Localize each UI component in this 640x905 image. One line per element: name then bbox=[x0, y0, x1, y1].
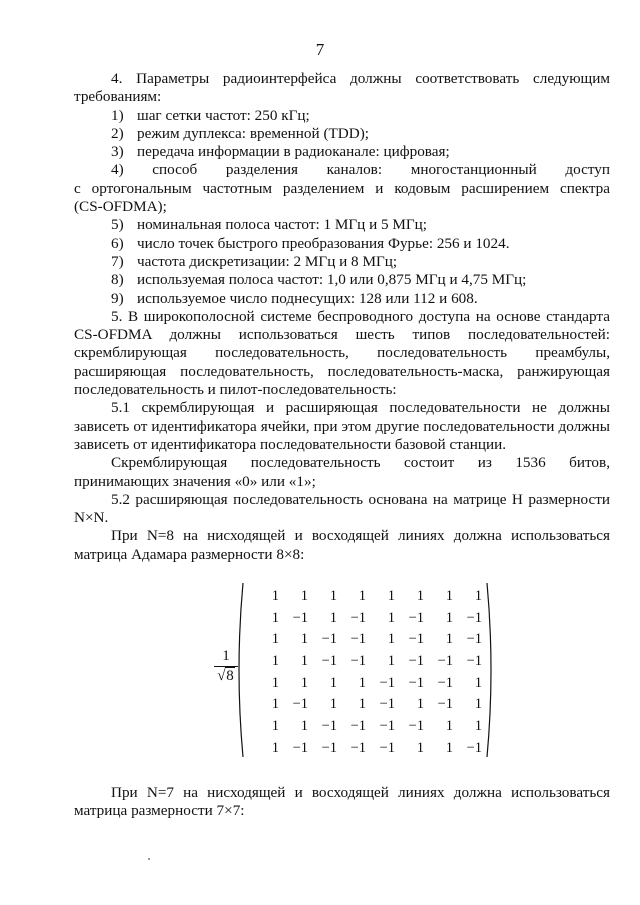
matrix-cell: 1 bbox=[445, 739, 453, 756]
scan-speck bbox=[148, 858, 150, 860]
matrix-cell: −1 bbox=[350, 739, 366, 756]
matrix-cell: −1 bbox=[408, 674, 424, 691]
matrix-cell: 1 bbox=[387, 631, 395, 648]
matrix-cell: −1 bbox=[408, 609, 424, 626]
matrix-cell: 1 bbox=[300, 588, 308, 605]
matrix-row bbox=[250, 673, 482, 695]
matrix-cell: −1 bbox=[466, 739, 482, 756]
text-line: расширяющая последовательность, последовательность-маска, ранжирующая bbox=[74, 362, 610, 380]
matrix-cell: 1 bbox=[329, 696, 337, 713]
matrix-row bbox=[250, 716, 482, 738]
text-line: При N=8 на нисходящей и восходящей линиях должна использоваться bbox=[111, 527, 610, 545]
matrix-cell: −1 bbox=[321, 718, 337, 735]
list-item: 7) частота дискретизации: 2 МГц и 8 МГц; bbox=[111, 252, 398, 270]
document-body bbox=[74, 70, 610, 821]
list-item: 5) номинальная полоса частот: 1 МГц и 5 МГц; bbox=[111, 216, 428, 234]
coefficient-denominator: 8 bbox=[226, 668, 234, 685]
matrix-cell: 1 bbox=[474, 718, 482, 735]
left-paren-icon bbox=[234, 582, 244, 758]
matrix-cell: −1 bbox=[321, 739, 337, 756]
matrix-cell: −1 bbox=[466, 609, 482, 626]
matrix-cell: −1 bbox=[408, 631, 424, 648]
matrix-row bbox=[250, 651, 482, 673]
n8-paragraph bbox=[74, 527, 610, 564]
matrix-cell: −1 bbox=[292, 739, 308, 756]
matrix-cell: 1 bbox=[416, 739, 424, 756]
text-line: 5. В широкополосной системе беспроводного доступа на основе стандарта bbox=[111, 307, 610, 325]
matrix-cell: 1 bbox=[271, 718, 279, 735]
matrix-cell: 1 bbox=[445, 588, 453, 605]
matrix-cell: 1 bbox=[358, 588, 366, 605]
matrix-cell: −1 bbox=[350, 653, 366, 670]
matrix-cell: −1 bbox=[379, 674, 395, 691]
hadamard-matrix bbox=[74, 582, 610, 758]
matrix-cell: 1 bbox=[329, 609, 337, 626]
list-item: 2) режим дуплекса: временной (TDD); bbox=[111, 124, 369, 142]
n7-paragraph bbox=[74, 784, 610, 821]
matrix-row bbox=[250, 738, 482, 760]
matrix-cell: −1 bbox=[408, 718, 424, 735]
matrix-cell: 1 bbox=[329, 674, 337, 691]
para4-line2: требованиям: bbox=[74, 88, 162, 106]
matrix-cell: 1 bbox=[271, 696, 279, 713]
matrix-cell: −1 bbox=[379, 739, 395, 756]
matrix-cell: −1 bbox=[350, 609, 366, 626]
matrix-cell: 1 bbox=[271, 631, 279, 648]
matrix-cell: 1 bbox=[387, 609, 395, 626]
text-line: 5.1 скремблирующая и расширяющая последовательности не должны bbox=[111, 399, 610, 417]
text-line: 5.2 расширяющая последовательность основана на матрице H размерности bbox=[111, 490, 610, 508]
text-line: зависеть от идентификатора последовательности базовой станции. bbox=[74, 435, 507, 453]
matrix-cell: 1 bbox=[271, 609, 279, 626]
matrix-cell: −1 bbox=[466, 653, 482, 670]
matrix-cell: 1 bbox=[474, 674, 482, 691]
matrix-cell: −1 bbox=[437, 653, 453, 670]
item4-line3: (CS-OFDMA); bbox=[74, 198, 167, 216]
matrix-row bbox=[250, 586, 482, 608]
item4-line2: с ортогональным частотным разделением и кодовым расширением спектра bbox=[74, 179, 610, 197]
text-line: матрица размерности 7×7: bbox=[74, 802, 245, 820]
text-line: последовательность и пилот-последовательность: bbox=[74, 381, 397, 399]
page-number: 7 bbox=[315, 40, 325, 59]
text-line: При N=7 на нисходящей и восходящей линиях должна использоваться bbox=[111, 784, 610, 802]
matrix-cell: 1 bbox=[300, 718, 308, 735]
matrix-grid bbox=[250, 586, 482, 760]
matrix-cell: 1 bbox=[300, 674, 308, 691]
list-item: 3) передача информации в радиоканале: цифровая; bbox=[111, 143, 450, 161]
paragraph-5 bbox=[74, 308, 610, 399]
matrix-cell: −1 bbox=[321, 631, 337, 648]
matrix-row bbox=[250, 608, 482, 630]
matrix-cell: 1 bbox=[358, 674, 366, 691]
matrix-cell: −1 bbox=[292, 609, 308, 626]
scramble-paragraph bbox=[74, 454, 610, 491]
text-line: N×N. bbox=[74, 509, 109, 527]
list-item: 1) шаг сетки частот: 250 кГц; bbox=[111, 106, 310, 124]
matrix-cell: −1 bbox=[379, 696, 395, 713]
matrix-cell: 1 bbox=[329, 588, 337, 605]
para4-line1: 4. Параметры радиоинтерфейса должны соответствовать следующим bbox=[111, 70, 610, 87]
matrix-cell: 1 bbox=[474, 588, 482, 605]
matrix-cell: −1 bbox=[292, 696, 308, 713]
matrix-cell: −1 bbox=[408, 653, 424, 670]
square-root: √ 8 bbox=[217, 668, 234, 685]
matrix-cell: 1 bbox=[271, 588, 279, 605]
list-item: 9) используемое число поднесущих: 128 или 112 и 608. bbox=[111, 289, 478, 307]
item4-line1: 4) способ разделения каналов: многостанционный доступ bbox=[111, 161, 610, 179]
list-items-1-3 bbox=[74, 107, 610, 162]
matrix-row bbox=[250, 694, 482, 716]
coefficient-numerator: 1 bbox=[222, 648, 230, 665]
list-items-5-9 bbox=[74, 216, 610, 307]
matrix-cell: 1 bbox=[300, 631, 308, 648]
matrix-cell: 1 bbox=[271, 739, 279, 756]
matrix-cell: 1 bbox=[387, 588, 395, 605]
matrix-cell: −1 bbox=[321, 653, 337, 670]
matrix-cell: −1 bbox=[350, 631, 366, 648]
matrix-cell: 1 bbox=[445, 718, 453, 735]
text-line: принимающих значения «0» или «1»; bbox=[74, 472, 316, 490]
text-line: CS-OFDMA должны использоваться шесть типов последовательностей: bbox=[74, 326, 610, 344]
matrix-cell: 1 bbox=[445, 631, 453, 648]
matrix-cell: 1 bbox=[387, 653, 395, 670]
matrix-cell: −1 bbox=[437, 696, 453, 713]
text-line: зависеть от идентификатора ячейки, при этом другие последовательности должны bbox=[74, 417, 610, 435]
paragraph-5-2 bbox=[74, 491, 610, 528]
matrix-row bbox=[250, 629, 482, 651]
matrix-cell: 1 bbox=[416, 696, 424, 713]
matrix-cell: 1 bbox=[445, 609, 453, 626]
matrix-cell: 1 bbox=[474, 696, 482, 713]
list-item: 6) число точек быстрого преобразования Фурье: 256 и 1024. bbox=[111, 234, 510, 252]
paragraph-5-1 bbox=[74, 399, 610, 454]
matrix-cell: −1 bbox=[350, 718, 366, 735]
list-item: 8) используемая полоса частот: 1,0 или 0,875 МГц и 4,75 МГц; bbox=[111, 271, 527, 289]
matrix-cell: 1 bbox=[416, 588, 424, 605]
matrix-cell: 1 bbox=[300, 653, 308, 670]
right-paren-icon bbox=[486, 582, 496, 758]
text-line: матрица Адамара размерности 8×8: bbox=[74, 545, 305, 563]
matrix-cell: −1 bbox=[437, 674, 453, 691]
matrix-cell: 1 bbox=[271, 674, 279, 691]
text-line: Скремблирующая последовательность состоит из 1536 битов, bbox=[111, 454, 610, 472]
matrix-cell: −1 bbox=[379, 718, 395, 735]
matrix-cell: −1 bbox=[466, 631, 482, 648]
matrix-cell: 1 bbox=[271, 653, 279, 670]
matrix-cell: 1 bbox=[358, 696, 366, 713]
text-line: скремблирующая последовательность, последовательность преамбулы, bbox=[74, 344, 610, 362]
